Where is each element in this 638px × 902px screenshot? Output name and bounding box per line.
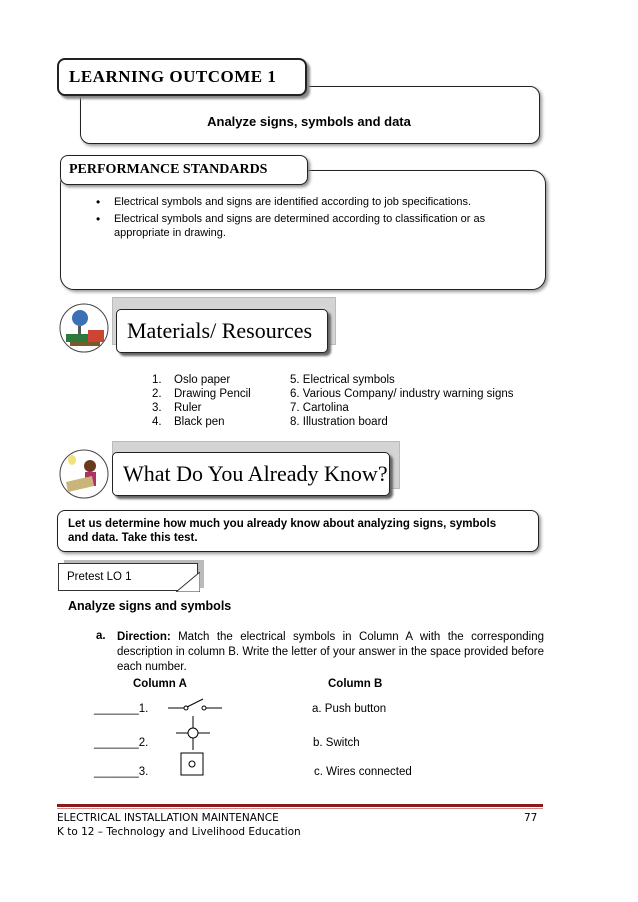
page-curl-icon	[176, 572, 200, 592]
answer-blank-3[interactable]: _______3.	[94, 766, 149, 778]
materials-title: Materials/ Resources	[116, 309, 328, 353]
page-number: 77	[524, 812, 538, 824]
push-button-symbol-icon	[180, 752, 204, 776]
list-item: 4. Black pen	[152, 416, 225, 428]
answer-option-c: c. Wires connected	[314, 766, 412, 778]
learning-outcome-subtitle: Analyze signs, symbols and data	[207, 114, 411, 129]
footer-divider	[57, 804, 543, 807]
column-b-header: Column B	[328, 678, 383, 690]
direction-text: Match the electrical symbols in Column A with the corresponding description in column B. Write the letter of your answer in the space provided before each number.	[117, 631, 544, 673]
direction-marker: a.	[96, 630, 106, 642]
column-a-header: Column A	[133, 678, 187, 690]
answer-option-b: b. Switch	[313, 737, 360, 749]
direction-label: Direction:	[117, 631, 171, 643]
performance-standards-list	[96, 195, 526, 243]
materials-column-2	[290, 373, 540, 429]
direction-text-block	[117, 630, 544, 675]
list-item: 8. Illustration board	[290, 416, 388, 428]
answer-option-a: a. Push button	[312, 703, 387, 715]
student-icon	[58, 446, 116, 502]
list-item: • Electrical symbols and signs are identified according to job specifications.	[96, 195, 526, 209]
what-know-title: What Do You Already Know?	[112, 452, 390, 496]
list-item: 3. Ruler	[152, 402, 202, 414]
footer-program: K to 12 – Technology and Livelihood Education	[57, 826, 301, 838]
answer-blank-1[interactable]: _______1.	[94, 703, 149, 715]
list-item: 1. Oslo paper	[152, 374, 231, 386]
learning-outcome-title: LEARNING OUTCOME 1	[57, 58, 307, 96]
materials-icon	[58, 300, 116, 356]
performance-standards-title: PERFORMANCE STANDARDS	[60, 155, 308, 185]
list-item: 2. Drawing Pencil	[152, 388, 251, 400]
what-know-intro: Let us determine how much you already know about analyzing signs, symbols and data. Take this test.	[57, 510, 539, 552]
wires-connected-symbol-icon	[176, 716, 210, 750]
footer-divider-thin	[57, 808, 543, 809]
list-item: 6. Various Company/ industry warning signs	[290, 388, 514, 400]
list-item: 5. Electrical symbols	[290, 374, 395, 386]
list-item: 7. Cartolina	[290, 402, 349, 414]
materials-column-1	[152, 373, 282, 429]
answer-blank-2[interactable]: _______2.	[94, 737, 149, 749]
pretest-label: Pretest LO 1	[58, 563, 198, 591]
pretest-heading: Analyze signs and symbols	[68, 599, 232, 613]
switch-symbol-icon	[168, 696, 222, 718]
footer-course: ELECTRICAL INSTALLATION MAINTENANCE	[57, 812, 279, 824]
list-item: • Electrical symbols and signs are determined according to classification or as appropriate in drawing.	[96, 212, 526, 240]
